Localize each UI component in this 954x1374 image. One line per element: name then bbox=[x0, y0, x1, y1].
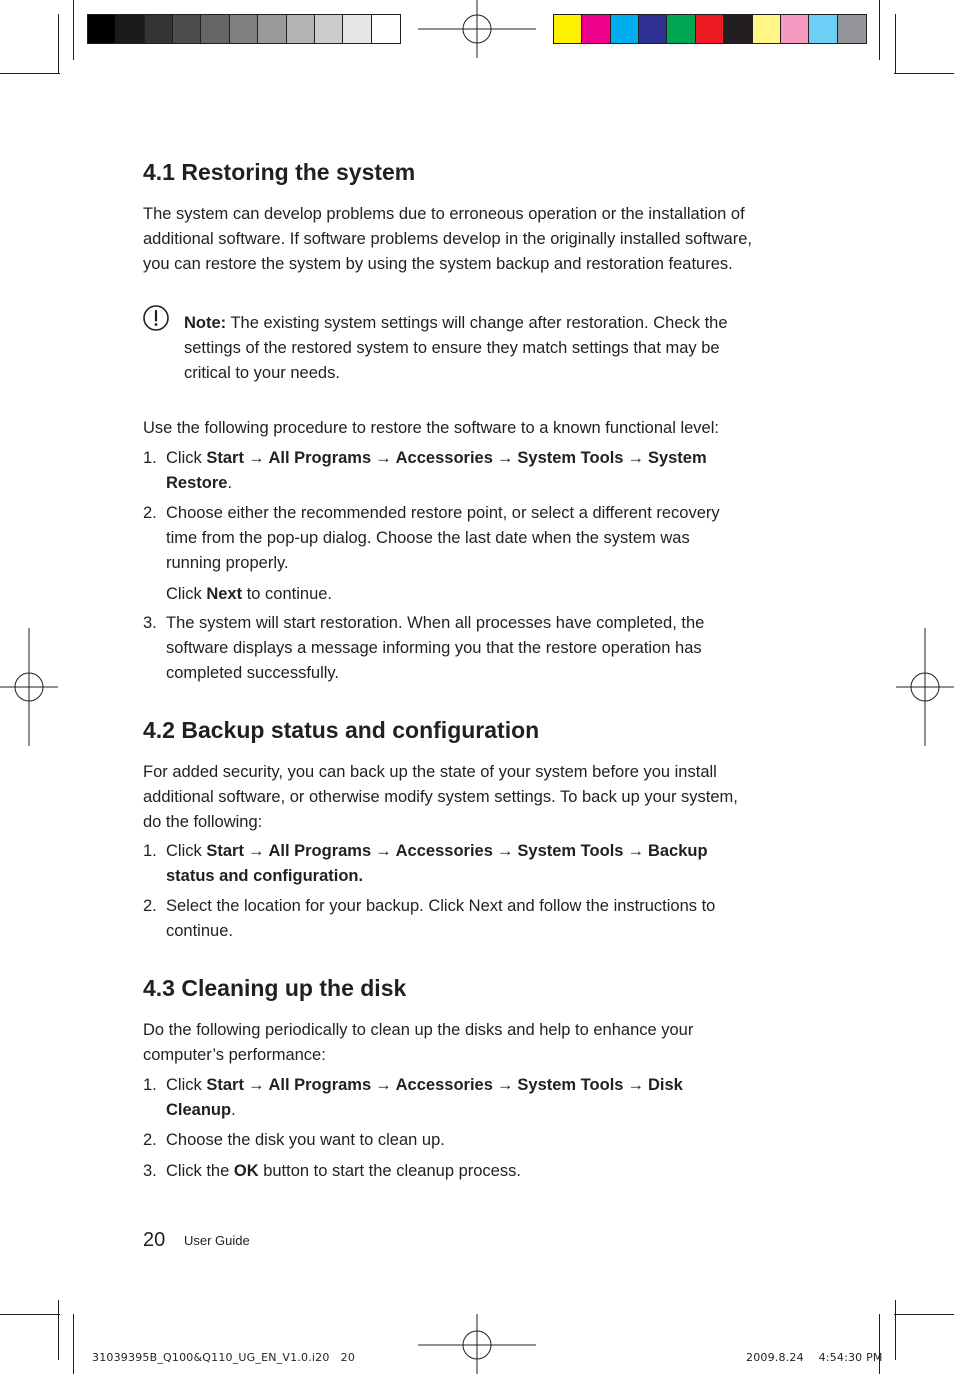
process-color-bar bbox=[553, 14, 867, 44]
section-title-restoring: 4.1 Restoring the system bbox=[143, 159, 416, 185]
note-exclamation-icon bbox=[143, 305, 169, 331]
note-line: critical to your needs. bbox=[184, 364, 340, 382]
color-swatch bbox=[201, 15, 229, 43]
note-text bbox=[184, 311, 804, 386]
arrow-icon: → bbox=[247, 449, 265, 467]
color-swatch bbox=[639, 15, 667, 43]
note-label: Note: bbox=[184, 314, 227, 332]
color-swatch bbox=[753, 15, 781, 43]
grayscale-color-bar bbox=[87, 14, 401, 44]
arrow-icon: → bbox=[496, 449, 514, 467]
section-title-cleanup: 4.3 Cleaning up the disk bbox=[143, 975, 407, 1001]
menu-path-all-programs: All Programs bbox=[268, 842, 372, 860]
list-number: 3. bbox=[143, 1162, 157, 1180]
step-text: Click bbox=[166, 1076, 207, 1094]
footer-label: User Guide bbox=[184, 1233, 250, 1248]
arrow-icon: → bbox=[627, 449, 644, 467]
step-text: button to start the cleanup process. bbox=[258, 1162, 521, 1180]
color-swatch bbox=[667, 15, 695, 43]
note-line: The existing system settings will change after restoration. Check the bbox=[226, 314, 728, 332]
menu-path-accessories: Accessories bbox=[395, 449, 493, 467]
arrow-icon: → bbox=[627, 842, 644, 860]
crop-mark bbox=[879, 1314, 880, 1374]
note-line: settings of the restored system to ensure they match settings that may be bbox=[184, 339, 720, 357]
menu-path-accessories: Accessories bbox=[395, 842, 493, 860]
color-swatch bbox=[696, 15, 724, 43]
menu-path-start: Start bbox=[206, 842, 244, 860]
color-swatch bbox=[554, 15, 582, 43]
color-swatch bbox=[724, 15, 752, 43]
page-number: 20 bbox=[143, 1229, 166, 1251]
menu-path-target: System bbox=[647, 449, 707, 467]
menu-path-target: Backup bbox=[647, 842, 708, 860]
color-swatch bbox=[173, 15, 201, 43]
crop-mark bbox=[895, 14, 896, 74]
registration-mark-icon bbox=[896, 628, 954, 746]
list-number: 1. bbox=[143, 1076, 157, 1094]
color-swatch bbox=[611, 15, 639, 43]
list-number: 2. bbox=[143, 504, 157, 522]
registration-mark-icon bbox=[0, 628, 60, 746]
menu-path-system-tools: System Tools bbox=[517, 842, 624, 860]
color-swatch bbox=[582, 15, 610, 43]
color-swatch bbox=[88, 15, 116, 43]
color-swatch bbox=[287, 15, 315, 43]
print-slug-right: 2009.8.24 4:54:30 PM bbox=[746, 1351, 883, 1364]
step-text: Click the bbox=[166, 1162, 234, 1180]
menu-path-start: Start bbox=[206, 1076, 244, 1094]
arrow-icon: → bbox=[375, 1076, 392, 1094]
step-line: software displays a message informing you that the restore operation has bbox=[166, 639, 702, 657]
intro-line: Do the following periodically to clean up the disks and help to enhance your bbox=[143, 1021, 694, 1039]
menu-path-target: status and configuration. bbox=[166, 867, 364, 885]
step-text: to continue. bbox=[242, 585, 333, 603]
crop-mark bbox=[894, 73, 954, 74]
crop-mark bbox=[58, 14, 59, 74]
color-swatch bbox=[116, 15, 144, 43]
crop-mark bbox=[58, 1300, 59, 1360]
color-swatch bbox=[230, 15, 258, 43]
list-item-text bbox=[166, 501, 776, 607]
step-line: time from the pop-up dialog. Choose the last date when the system was bbox=[166, 529, 690, 547]
procedure-intro: Use the following procedure to restore the software to a known functional level: bbox=[143, 419, 719, 437]
section3-intro bbox=[143, 1018, 803, 1068]
step-text: . bbox=[231, 1101, 236, 1119]
list-item-text bbox=[166, 446, 776, 496]
intro-line: For added security, you can back up the state of your system before you install bbox=[143, 763, 717, 781]
list-item-text bbox=[166, 1073, 776, 1123]
intro-line: The system can develop problems due to erroneous operation or the installation of bbox=[143, 205, 745, 223]
crop-mark bbox=[879, 0, 880, 60]
list-number: 1. bbox=[143, 449, 157, 467]
intro-line: you can restore the system by using the system backup and restoration features. bbox=[143, 255, 733, 273]
list-number: 2. bbox=[143, 897, 157, 915]
color-swatch bbox=[258, 15, 286, 43]
step-line: running properly. bbox=[166, 554, 289, 572]
step-text: Click bbox=[166, 842, 207, 860]
menu-path-all-programs: All Programs bbox=[268, 1076, 372, 1094]
arrow-icon: → bbox=[247, 1076, 265, 1094]
step-line: Choose either the recommended restore point, or select a different recovery bbox=[166, 504, 720, 522]
intro-line: computer’s performance: bbox=[143, 1046, 326, 1064]
print-slug-left: 31039395B_Q100&Q110_UG_EN_V1.0.i20 20 bbox=[92, 1351, 356, 1364]
step-line: The system will start restoration. When all processes have completed, the bbox=[166, 614, 705, 632]
crop-mark bbox=[894, 1314, 954, 1315]
crop-mark bbox=[895, 1300, 896, 1360]
color-swatch bbox=[372, 15, 400, 43]
intro-line: do the following: bbox=[143, 813, 263, 831]
list-number: 2. bbox=[143, 1131, 157, 1149]
list-item-text bbox=[166, 611, 776, 686]
step-line: completed successfully. bbox=[166, 664, 340, 682]
step-continue bbox=[166, 582, 776, 607]
menu-path-system-tools: System Tools bbox=[517, 449, 624, 467]
registration-mark-icon bbox=[418, 0, 536, 60]
intro-line: additional software, or otherwise modify system settings. To back up your system, bbox=[143, 788, 738, 806]
ok-label: OK bbox=[233, 1162, 259, 1180]
step-text: . bbox=[227, 474, 233, 492]
step-text: Click bbox=[166, 585, 207, 603]
color-swatch bbox=[315, 15, 343, 43]
step-text: Click bbox=[166, 449, 207, 467]
step-line: continue. bbox=[166, 922, 233, 940]
menu-path-accessories: Accessories bbox=[395, 1076, 493, 1094]
menu-path-system-tools: System Tools bbox=[517, 1076, 624, 1094]
section1-intro bbox=[143, 202, 803, 277]
section-title-backup: 4.2 Backup status and configuration bbox=[143, 717, 540, 743]
crop-mark bbox=[73, 1314, 74, 1374]
step-line: Select the location for your backup. Click Next and follow the instructions to bbox=[166, 897, 716, 915]
arrow-icon: → bbox=[496, 1076, 514, 1094]
menu-path-start: Start bbox=[206, 449, 244, 467]
registration-mark-icon bbox=[418, 1314, 536, 1374]
color-swatch bbox=[838, 15, 866, 43]
arrow-icon: → bbox=[375, 449, 392, 467]
color-swatch bbox=[809, 15, 837, 43]
list-number: 1. bbox=[143, 842, 157, 860]
menu-path-target: Disk bbox=[647, 1076, 683, 1094]
color-swatch bbox=[343, 15, 371, 43]
arrow-icon: → bbox=[375, 842, 392, 860]
arrow-icon: → bbox=[247, 842, 265, 860]
next-label: Next bbox=[206, 585, 243, 603]
list-item-text: Choose the disk you want to clean up. bbox=[166, 1131, 445, 1149]
color-swatch bbox=[145, 15, 173, 43]
menu-path-target: Restore bbox=[166, 474, 228, 492]
menu-path-target: Cleanup bbox=[166, 1101, 232, 1119]
crop-mark bbox=[0, 73, 60, 74]
crop-mark bbox=[0, 1314, 60, 1315]
color-swatch bbox=[781, 15, 809, 43]
list-item-text bbox=[166, 839, 776, 889]
menu-path-all-programs: All Programs bbox=[268, 449, 372, 467]
list-item-text bbox=[166, 1159, 776, 1184]
list-number: 3. bbox=[143, 614, 157, 632]
section2-intro bbox=[143, 760, 803, 835]
crop-mark bbox=[73, 0, 74, 60]
intro-line: additional software. If software problems develop in the originally installed software, bbox=[143, 230, 752, 248]
arrow-icon: → bbox=[627, 1076, 644, 1094]
list-item-text bbox=[166, 894, 776, 944]
arrow-icon: → bbox=[496, 842, 514, 860]
